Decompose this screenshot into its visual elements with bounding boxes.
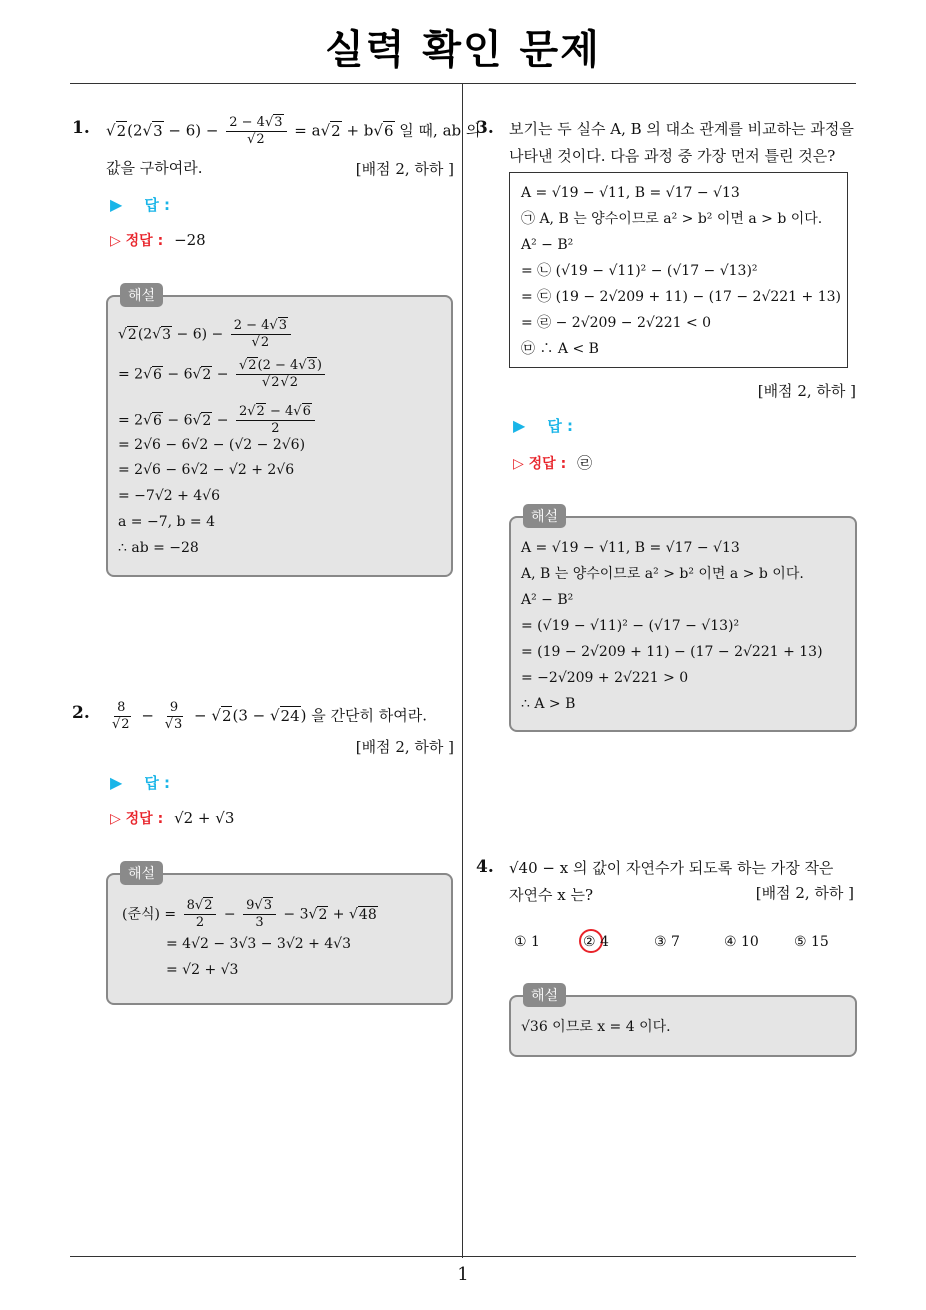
q1-solution-line2: = 2√6 − 6√2 − $\frac{√2(2 - 4√3)}{√2√2}$ [118, 358, 328, 391]
column-divider [462, 83, 463, 1258]
q3-solution-line6: = −2√209 + 2√221 > 0 [521, 670, 689, 686]
q1-solution-line1: √2(2√3 − 6) − $\frac{2 - 4√3}{√2}$ [118, 318, 294, 351]
q4-choice-1[interactable]: ① 1 [514, 934, 540, 950]
q3-solution-line1: A = √19 − √11, B = √17 − √13 [521, 540, 740, 556]
q2-solution-tag: 해설 [120, 861, 163, 885]
q4-choice-2[interactable]: ② 4 [583, 934, 609, 950]
triangle-outline-icon: ▷ [110, 811, 121, 827]
bottom-rule [70, 1256, 856, 1257]
q1-number: 1. [72, 118, 90, 138]
q1-solution-line7: a = −7, b = 4 [118, 514, 216, 530]
q3-bogi-line3: A² − B² [521, 237, 574, 253]
q4-line1: √40 − x 의 값이 자연수가 되도록 하는 가장 작은 [509, 859, 834, 877]
q3-solution-line7: ∴ A > B [521, 696, 576, 712]
q2-solution-line1: (준식) = $\frac{8√2}{2}$ − $\frac{9√3}{3}$ − 3√2 + √48 [122, 898, 377, 930]
q3-solution-line2: A, B 는 양수이므로 a² > b² 이면 a > b 이다. [521, 566, 804, 582]
q2-number: 2. [72, 703, 90, 723]
play-icon: ▶ [110, 195, 123, 214]
q3-answer-label: 답 : [547, 417, 574, 435]
page-title: 실력 확인 문제 [325, 27, 601, 73]
q1-meta: [배점 2, 하하 ] [355, 160, 454, 178]
q2-line1: $\frac{8}{√2}$ − $\frac{9}{√3}$ − √2(3 − √24) 을 간단히 하여라. [112, 700, 428, 732]
q2-solution-line3: = √2 + √3 [166, 962, 239, 978]
play-icon: ▶ [513, 416, 526, 435]
q3-bogi-line4: = ㉡ (√19 − √11)² − (√17 − √13)² [521, 263, 758, 279]
q4-choice-3[interactable]: ③ 7 [654, 934, 680, 950]
q1-line1-end: 일 때, ab 의 [399, 121, 481, 140]
q1-line1: √2(2√3 − 6) − $\frac{2 - 4√3}{√2}$ = a√2 + b√6 일 때, ab 의 [106, 115, 481, 147]
q1-solution-line8: ∴ ab = −28 [118, 540, 199, 556]
q4-solution-tag: 해설 [523, 983, 566, 1007]
q2-correct-label: 정답 : [125, 811, 164, 827]
q3-number: 3. [476, 118, 494, 138]
q3-correct-value: ㉣ [577, 454, 593, 472]
q4-choice-4[interactable]: ④ 10 [724, 934, 759, 950]
q3-correct-label: 정답 : [528, 456, 567, 472]
q1-solution-line5: = 2√6 − 6√2 − √2 + 2√6 [118, 462, 295, 478]
top-rule [70, 83, 856, 84]
q4-meta: [배점 2, 하하 ] [755, 884, 854, 902]
q3-solution-tag: 해설 [523, 504, 566, 528]
q3-bogi-line2: ㉠ A, B 는 양수이므로 a² > b² 이면 a > b 이다. [521, 211, 823, 227]
page-number: 1 [457, 1264, 469, 1285]
q2-correct-row [110, 808, 234, 828]
q4-line2: 자연수 x 는? [509, 886, 593, 904]
q1-solution-tag: 해설 [120, 283, 163, 307]
q2-solution-line2: = 4√2 − 3√3 − 3√2 + 4√3 [166, 936, 352, 952]
q3-solution-line4: = (√19 − √11)² − (√17 − √13)² [521, 618, 740, 634]
q3-meta: [배점 2, 하하 ] [757, 382, 856, 400]
q2-solution-prefix: (준식) = [122, 906, 177, 923]
q4-solution-line1: √36 이므로 x = 4 이다. [521, 1019, 671, 1035]
q3-bogi-line1: A = √19 − √11, B = √17 − √13 [521, 185, 740, 201]
q1-answer-row [110, 194, 170, 215]
q1-correct-value: −28 [174, 231, 206, 249]
q4-number: 4. [476, 857, 494, 877]
q2-correct-value: √2 + √3 [174, 809, 235, 827]
q3-correct-row [513, 452, 592, 473]
q2-answer-label: 답 : [144, 774, 171, 792]
play-icon: ▶ [110, 773, 123, 792]
q2-text-end: 을 간단히 하여라. [311, 706, 428, 725]
q3-answer-row [513, 415, 573, 436]
q1-line2: 값을 구하여라. [106, 159, 203, 177]
q3-solution-line3: A² − B² [521, 592, 574, 608]
q1-solution-line3: = 2√6 − 6√2 − $\frac{2√2 - 4√6}{2}$ [118, 404, 318, 437]
q1-solution-line6: = −7√2 + 4√6 [118, 488, 221, 504]
q3-line2: 나타낸 것이다. 다음 과정 중 가장 먼저 틀린 것은? [509, 147, 836, 165]
q2-meta: [배점 2, 하하 ] [355, 738, 454, 756]
q3-bogi-line7: ㉤ ∴ A < B [521, 341, 599, 357]
q2-answer-row [110, 772, 170, 793]
q1-fraction: $\frac{2 - 4√3}{√2}$ [226, 115, 286, 148]
q4-choice-5[interactable]: ⑤ 15 [794, 934, 829, 950]
q1-correct-row [110, 230, 206, 250]
q1-solution-line4: = 2√6 − 6√2 − (√2 − 2√6) [118, 437, 306, 453]
q3-solution-line5: = (19 − 2√209 + 11) − (17 − 2√221 + 13) [521, 644, 823, 660]
triangle-outline-icon: ▷ [513, 456, 524, 472]
q3-bogi-line6: = ㉣ − 2√209 − 2√221 < 0 [521, 315, 712, 331]
triangle-outline-icon: ▷ [110, 233, 121, 249]
q1-correct-label: 정답 : [125, 233, 164, 249]
q1-answer-label: 답 : [144, 196, 171, 214]
q3-bogi-line5: = ㉢ (19 − 2√209 + 11) − (17 − 2√221 + 13) [521, 289, 841, 305]
q3-line1: 보기는 두 실수 A, B 의 대소 관계를 비교하는 과정을 [509, 120, 854, 138]
